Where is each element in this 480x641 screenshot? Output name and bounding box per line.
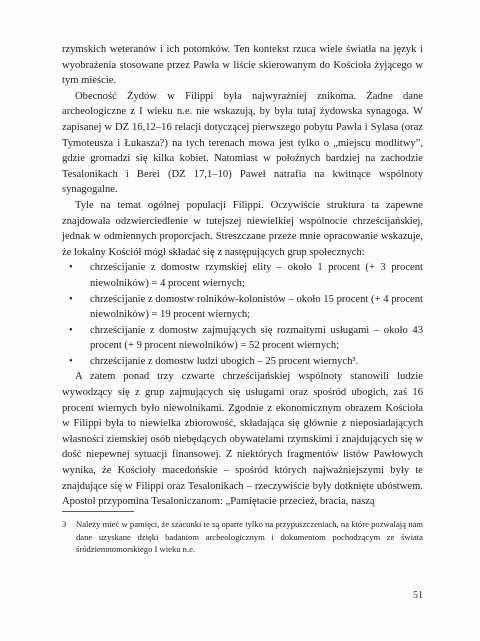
footnote-divider	[62, 511, 134, 512]
social-groups-list	[62, 260, 423, 369]
list-item: • chrześcijanie z domostw ludzi ubogich – 25 procent wiernych³.	[62, 354, 423, 370]
paragraph-jewish-presence: Obecność Żydów w Filippi była najwyraźniej znikoma. Żadne dane archeologiczne z I wieku n.e. nie wskazują, by była tutaj żydowska synagoga. W zapisanej w DZ 16,12–16 relacji dotyczącej pierwszego pobytu Pawła i Sylasa (oraz Tymoteusza i Łukasza?) na tych terenach mowa jest tylko o „miejscu modlitwy”, gdzie gromadzi się kilka kobiet. Natomiast w położnych bardziej na zachodzie Tesalonikach i Berei (DZ 17,1–10) Paweł natrafia na kwitnące wspólnoty synagogalne.	[62, 90, 423, 196]
footnote-number: 3	[62, 519, 67, 529]
list-item: • chrześcijanie z domostw zajmujących się rozmaitymi usługami – około 43 procent (+ 9 procent niewolników) = 52 procent wiernych;	[62, 323, 423, 354]
main-text	[62, 42, 423, 510]
page-number: 51	[413, 590, 423, 601]
list-item: • chrześcijanie z domostw rzymskiej elity – około 1 procent (+ 3 procent niewolników) = 4 procent wiernych;	[62, 260, 423, 291]
list-item: • chrześcijanie z domostw rolników-kolonistów – około 15 procent (+ 4 procent niewolników) = 19 procent wiernych;	[62, 292, 423, 323]
paragraph-conclusion: A zatem ponad trzy czwarte chrześcijańskiej wspólnoty stanowili ludzie wywodzący się z grup zajmujących się usługami oraz spośród ubogich, zaś 16 procent wiernych było niewolnikami. Zgodnie z ekonomicznym obrazem Kościoła w Filippi była to niewielka zbiorowość, składająca się głównie z nieposiadających własności ziemskiej osób niebędących obywatelami rzymskimi i znajdujących się w dość niepewnej sytuacji finansowej. Z niektórych fragmentów listów Pawłowych wynika, że Kościoły macedońskie – spośród których najważniejszymi były te znajdujące się w Filippi oraz Tesalonikach – rzeczywiście były dotknięte ubóstwem. Apostoł przypomina Tesaloniczanom: „Pamiętacie przecież, bracia, naszą	[62, 371, 423, 508]
footnote-text: Należy mieć w pamięci, że szacunki te są oparte tylko na przypuszczeniach, na które pozwalają nam dane uzyskane dzięki badaniom archeologicznym i dokumentom pochodzącym ze świata śródziemnomorskiego I wieku n.e.	[76, 519, 423, 555]
footnote	[62, 518, 423, 556]
paragraph-population: Tyle na temat ogólnej populacji Filippi. Oczywiście struktura ta zapewne znajdowała odzwierciedlenie w tutejszej niewielkiej wspólnocie chrześcijańskiej, jednak w odmiennych proporcjach. Streszczane przeze mnie opracowanie wskazuje, że lokalny Kościół mógł składać się z następujących grup społecznych:	[62, 199, 423, 258]
paragraph-continued: rzymskich weteranów i ich potomków. Ten kontekst rzuca wiele światła na język i wyobrażenia stosowane przez Pawła w liście skierowanym do Kościoła żyjącego w tym mieście.	[62, 44, 423, 87]
